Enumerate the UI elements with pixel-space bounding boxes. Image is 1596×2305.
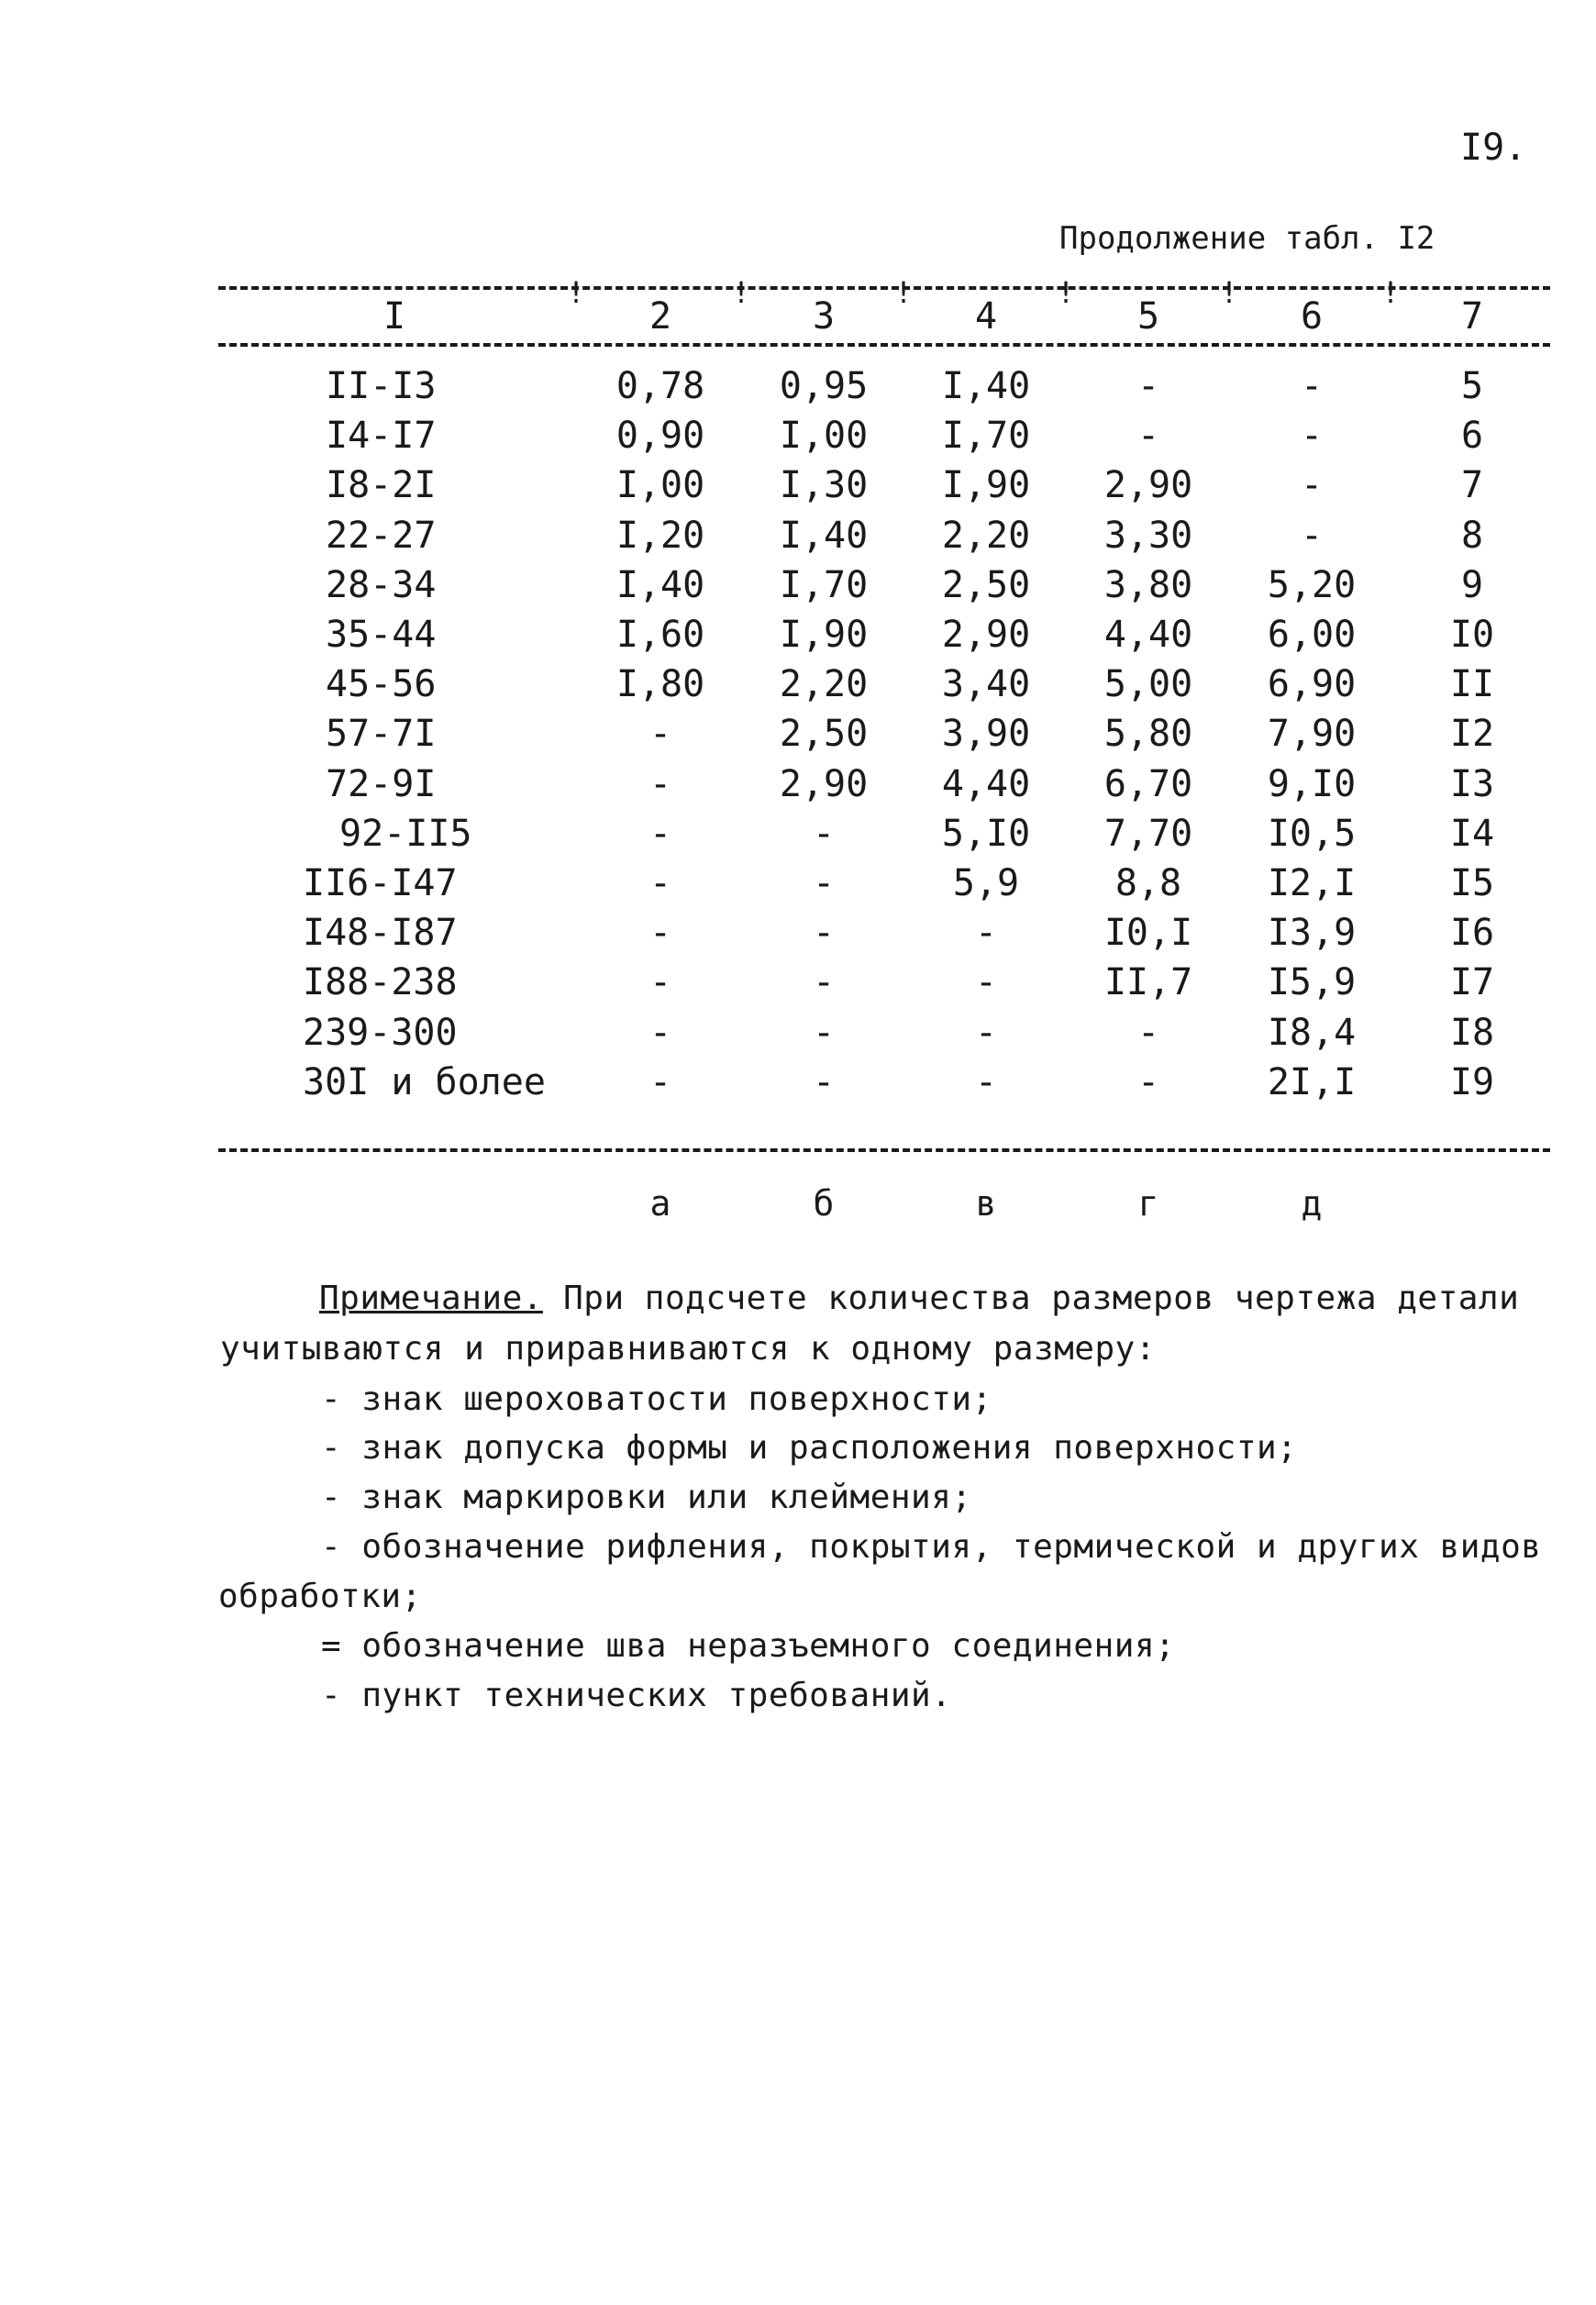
header-col-3: 3 [812,295,836,338]
table-cell: I,00 [615,464,705,506]
table-cell: - [1136,1061,1160,1103]
table-cell: 8,8 [1114,862,1182,904]
table-cell: I,40 [779,515,869,557]
row-label: 45-56 [326,663,437,705]
table-top-rule [218,286,1550,290]
table-cell: I8 [1449,1012,1495,1054]
table-cell: 0,95 [779,365,869,407]
table-cell: - [648,961,672,1003]
row-label: I48-I87 [303,912,458,954]
table-cell: - [812,862,836,904]
table-cell: 2,90 [779,763,869,805]
table-cell: - [812,912,836,954]
note-item: - обозначение рифления, покрытия, термической и других видов [321,1528,1542,1566]
header-separator: ! [1057,275,1075,310]
header-col-4: 4 [974,295,998,338]
table-cell: 4,40 [941,763,1031,805]
note-item: - знак допуска формы и расположения поверхности; [321,1429,1298,1467]
row-label: I88-238 [303,961,458,1003]
row-label: 57-7I [326,713,437,755]
header-separator: ! [1381,275,1400,310]
table-cell: - [812,813,836,855]
table-cell: 2,90 [941,614,1031,656]
table-cell: I,40 [615,564,705,606]
table-cell: 2,20 [941,515,1031,557]
table-cell: I4 [1449,813,1495,855]
note-item-continuation: обработки; [218,1578,422,1615]
table-cell: 7 [1460,464,1484,506]
note-item: = обозначение шва неразъемного соединения; [321,1627,1176,1665]
table-cell: 5,20 [1267,564,1357,606]
table-cell: 6,70 [1103,763,1193,805]
header-separator: ! [732,275,750,310]
table-cell: - [1136,365,1160,407]
header-separator: ! [1220,275,1238,310]
table-cell: 6,90 [1267,663,1357,705]
header-col-7: 7 [1460,295,1484,338]
table-cell: - [1300,515,1324,557]
table-cell: - [974,912,998,954]
table-cell: 6 [1460,415,1484,457]
table-cell: I0,5 [1267,813,1357,855]
table-cell: - [648,713,672,755]
table-cell: II [1449,663,1495,705]
table-cell: I3,9 [1267,912,1357,954]
table-cell: I0 [1449,614,1495,656]
table-cell: 2,50 [779,713,869,755]
table-cell: - [648,763,672,805]
table-cell: - [1300,464,1324,506]
table-cell: 7,70 [1103,813,1193,855]
table-cell: - [1136,415,1160,457]
table-cell: 5 [1460,365,1484,407]
note-intro-text: При подсчете количества размеров чертежа детали [542,1280,1520,1317]
table-cell: 3,80 [1103,564,1193,606]
row-label: 22-27 [326,515,437,557]
table-cell: I,70 [941,415,1031,457]
table-cell: 0,78 [615,365,705,407]
note-item: - пункт технических требований. [321,1677,952,1714]
header-col-2: 2 [648,295,672,338]
column-letter: д [1301,1183,1323,1224]
table-cell: 2,20 [779,663,869,705]
table-cell: I0,I [1103,912,1193,954]
column-letter: в [975,1183,997,1224]
table-cell: I,70 [779,564,869,606]
table-cell: - [648,912,672,954]
note-item: - знак шероховатости поверхности; [321,1380,992,1418]
header-col-5: 5 [1136,295,1160,338]
table-cell: - [812,1012,836,1054]
page-number: I9. [1460,127,1527,169]
table-cell: I9 [1449,1061,1495,1103]
row-label: I8-2I [326,464,437,506]
row-label: I4-I7 [326,415,437,457]
table-cell: - [974,1012,998,1054]
table-cell: I2,I [1267,862,1357,904]
row-label: 72-9I [326,763,437,805]
table-cell: I,40 [941,365,1031,407]
table-cell: 2I,I [1267,1061,1357,1103]
column-letter: г [1137,1183,1159,1224]
table-cell: - [648,1061,672,1103]
table-cell: I3 [1449,763,1495,805]
row-label: 30I и более [303,1061,546,1103]
table-cell: - [812,1061,836,1103]
note-title: Примечание. [319,1280,543,1317]
row-label: II6-I47 [303,862,458,904]
table-caption: Продолжение табл. I2 [1059,220,1435,257]
table-cell: 5,00 [1103,663,1193,705]
table-cell: - [974,1061,998,1103]
table-cell: 2,90 [1103,464,1193,506]
table-cell: - [1300,415,1324,457]
row-label: II-I3 [326,365,437,407]
header-col-6: 6 [1300,295,1324,338]
header-bottom-rule [218,343,1550,347]
table-cell: - [974,961,998,1003]
note-intro [319,1280,1519,1317]
table-cell: II,7 [1103,961,1193,1003]
table-cell: 9,I0 [1267,763,1357,805]
table-cell: I2 [1449,713,1495,755]
table-cell: I,00 [779,415,869,457]
note-item: - знак маркировки или клеймения; [321,1479,972,1516]
table-cell: 5,9 [952,862,1020,904]
table-cell: I,20 [615,515,705,557]
table-cell: I,30 [779,464,869,506]
row-label: 239-300 [303,1012,458,1054]
table-cell: 4,40 [1103,614,1193,656]
table-cell: I6 [1449,912,1495,954]
table-cell: 3,90 [941,713,1031,755]
table-cell: I7 [1449,961,1495,1003]
note-intro-line2: учитываются и приравниваются к одному размеру: [220,1330,1156,1368]
column-letter: а [649,1183,671,1224]
table-cell: 9 [1460,564,1484,606]
table-cell: - [1136,1012,1160,1054]
table-cell: 6,00 [1267,614,1357,656]
table-cell: I,90 [779,614,869,656]
table-cell: I,80 [615,663,705,705]
row-label: 28-34 [326,564,437,606]
table-cell: 0,90 [615,415,705,457]
table-cell: - [648,1012,672,1054]
table-cell: I,90 [941,464,1031,506]
table-cell: 2,50 [941,564,1031,606]
column-letter: б [813,1183,835,1224]
header-separator: ! [894,275,913,310]
table-cell: 5,I0 [941,813,1031,855]
table-bottom-rule [218,1148,1550,1152]
table-cell: 3,40 [941,663,1031,705]
table-cell: 3,30 [1103,515,1193,557]
row-label: 92-II5 [339,813,472,855]
header-separator: ! [567,275,585,310]
table-cell: I,60 [615,614,705,656]
table-cell: 7,90 [1267,713,1357,755]
table-cell: 5,80 [1103,713,1193,755]
table-cell: I8,4 [1267,1012,1357,1054]
row-label: 35-44 [326,614,437,656]
table-cell: - [1300,365,1324,407]
header-col-1: I [382,295,406,338]
table-cell: - [812,961,836,1003]
table-cell: I5,9 [1267,961,1357,1003]
table-cell: 8 [1460,515,1484,557]
table-cell: - [648,813,672,855]
table-cell: I5 [1449,862,1495,904]
table-cell: - [648,862,672,904]
